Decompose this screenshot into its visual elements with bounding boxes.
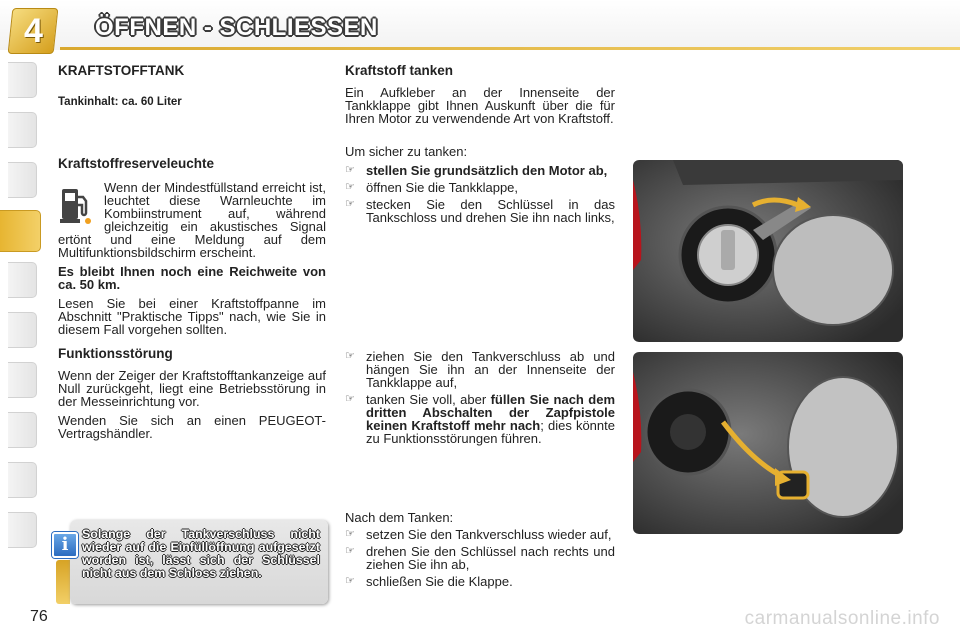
info-accent: [56, 560, 70, 604]
refuel-steps: [345, 164, 615, 224]
chapter-badge: [8, 8, 59, 54]
after-refuel: [345, 511, 615, 592]
chapter-tab[interactable]: [8, 412, 37, 448]
info-text: Solange der Tankverschluss nicht wieder auf die Einfüllöffnung aufgesetzt worden ist, lässt sich der Schlüssel nicht aus dem Schloss ziehen.: [82, 527, 320, 580]
pointing-hand-icon: ☞: [345, 198, 355, 210]
pointing-hand-icon: ☞: [345, 350, 355, 362]
step-item: ☞ stecken Sie den Schlüssel in das Tankschloss und drehen Sie ihn nach links,: [345, 197, 615, 225]
fuel-type-note: Ein Aufkleber an der Innenseite der Tankklappe gibt Ihnen Auskunft über die für Ihren Motor zu verwendende Art von Kraftstoff.: [345, 85, 615, 126]
info-box: [70, 520, 328, 604]
pointing-hand-icon: ☞: [345, 164, 355, 176]
pointing-hand-icon: ☞: [345, 575, 355, 587]
chapter-tab[interactable]: [8, 162, 37, 198]
section-title: KRAFTSTOFFTANK: [58, 63, 185, 78]
photo-fuel-flap-key: [633, 160, 903, 342]
chapter-tab[interactable]: [8, 462, 37, 498]
pointing-hand-icon: ☞: [345, 181, 355, 193]
steps-intro: Um sicher zu tanken:: [345, 144, 468, 159]
step-item: ☞ setzen Sie den Tankverschluss wieder auf,: [345, 527, 612, 542]
tips-text: Lesen Sie bei einer Kraftstoffpanne im Abschnitt "Praktische Tipps" nach, wie Sie in diesem Fall vorgehen sollten.: [58, 296, 326, 337]
chapter-tab[interactable]: [8, 512, 37, 548]
fault-heading: Funktionsstörung: [58, 346, 173, 361]
left-column: [58, 63, 326, 446]
chapter-tab-active[interactable]: [0, 210, 41, 252]
step-item: ☞ ziehen Sie den Tankverschluss ab und hängen Sie ihn an der Innenseite der Tankklappe auf,: [345, 349, 615, 390]
reserve-heading: Kraftstoffreserveleuchte: [58, 156, 215, 171]
step-item: ☞ schließen Sie die Klappe.: [345, 574, 513, 589]
pointing-hand-icon: ☞: [345, 528, 355, 540]
info-icon: i: [52, 532, 78, 558]
step-item: ☞ drehen Sie den Schlüssel nach rechts und ziehen Sie ihn ab,: [345, 544, 615, 572]
page-title: ÖFFNEN - SCHLIESSEN: [95, 14, 378, 41]
step-item: ☞ tanken Sie voll, aber füllen Sie nach dem dritten Abschalten der Zapfpistole keinen Kraftstoff mehr nach; dies könnte zu Funktionsstörungen führen.: [345, 392, 616, 446]
fuel-pump-icon: [58, 183, 94, 227]
chapter-tab[interactable]: [8, 112, 37, 148]
after-intro: Nach dem Tanken:: [345, 510, 454, 525]
watermark: carmanualsonline.info: [744, 608, 940, 629]
refuel-steps-continued: [345, 350, 615, 449]
refuel-column: [345, 63, 615, 228]
pointing-hand-icon: ☞: [345, 393, 355, 405]
pointing-hand-icon: ☞: [345, 545, 355, 557]
reserve-block: [58, 181, 326, 259]
header-rule: [60, 47, 960, 50]
chapter-tab[interactable]: [8, 262, 37, 298]
photo-fuel-cap: [633, 352, 903, 534]
reserve-text: Wenn der Mindestfüllstand erreicht ist, leuchtet diese Warnleuchte im Kombiinstrument auf, während gleichzeitig ein akustisches Signal ertönt und eine Meldung auf dem Multifunktionsbildschirm erscheint.: [58, 180, 326, 260]
chapter-tab[interactable]: [8, 312, 37, 348]
page-number: 76: [30, 608, 48, 625]
step-item: ☞ öffnen Sie die Tankklappe,: [345, 180, 519, 195]
tank-capacity: Tankinhalt: ca. 60 Liter: [58, 96, 182, 108]
chapter-tab[interactable]: [8, 62, 37, 98]
fault-text: Wenn der Zeiger der Kraftstofftankanzeige auf Null zurückgeht, liegt eine Betriebsstörung in der Messeinrichtung vor.: [58, 368, 326, 409]
step-item: ☞ stellen Sie grundsätzlich den Motor ab,: [345, 163, 608, 178]
dealer-text: Wenden Sie sich an einen PEUGEOT-Vertragshändler.: [58, 413, 326, 441]
chapter-number: 4: [23, 11, 43, 50]
chapter-tab[interactable]: [8, 362, 37, 398]
refuel-heading: Kraftstoff tanken: [345, 63, 454, 78]
range-note: Es bleibt Ihnen noch eine Reichweite von ca. 50 km.: [58, 264, 326, 292]
